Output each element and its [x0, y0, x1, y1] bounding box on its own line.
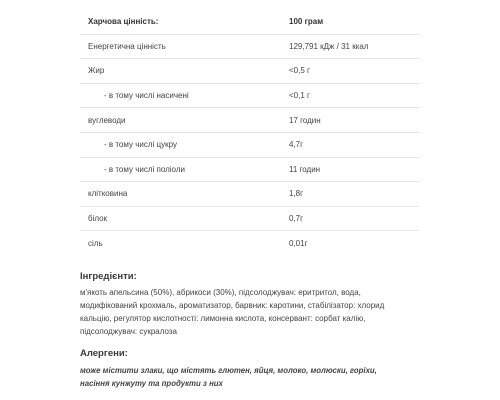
- nutrient-value: 1,8г: [289, 182, 419, 207]
- nutrient-value: 0,01г: [289, 231, 419, 255]
- nutrient-value: 11 годин: [289, 157, 419, 182]
- nutrient-value: <0,5 г: [289, 59, 419, 84]
- nutrient-value: <0,1 г: [289, 83, 419, 108]
- nutrient-label: - в тому числі поліоли: [80, 157, 289, 182]
- table-row: [80, 157, 419, 182]
- ingredients-text: [80, 286, 420, 338]
- table-row: [80, 83, 419, 108]
- table-row: [80, 231, 419, 255]
- nutrient-label: - в тому числі цукру: [80, 132, 289, 157]
- ingredients-line: модифікований крохмаль, ароматизатор, барвник: каротини, стабілізатор: хлорид: [80, 300, 385, 310]
- allergens-line: може містити злаки, що містять глютен, яйця, молоко, молюски, горіхи,: [80, 365, 377, 375]
- ingredients-title: Інгредієнти:: [80, 270, 137, 282]
- ingredients-line: підсолоджувач: сукралоза: [80, 326, 177, 336]
- table-row: [80, 108, 419, 133]
- nutrient-label: клітковина: [80, 182, 289, 207]
- allergens-text: [80, 364, 420, 390]
- table-row: [80, 34, 419, 59]
- nutrient-value: 129,791 кДж / 31 ккал: [289, 34, 419, 59]
- nutrition-header-value: 100 грам: [289, 17, 324, 27]
- nutrient-label: сіль: [80, 231, 289, 255]
- nutrient-value: 17 годин: [289, 108, 419, 133]
- ingredients-line: кальцію, регулятор кислотності: лимонна кислота, консервант: сорбат калію,: [80, 313, 366, 323]
- ingredients-line: м'якоть апельсина (50%), абрикоси (30%), підсолоджувач: еритритол, вода,: [80, 287, 361, 297]
- nutrition-table: [80, 10, 419, 255]
- nutrient-label: - в тому числі насичені: [80, 83, 289, 108]
- table-row: [80, 132, 419, 157]
- table-row: [80, 182, 419, 207]
- nutrition-header-label: Харчова цінність:: [88, 17, 159, 27]
- nutrition-header-row: [80, 10, 419, 34]
- nutrient-label: білок: [80, 206, 289, 231]
- nutrient-value: 0,7г: [289, 206, 419, 231]
- table-row: [80, 59, 419, 84]
- nutrient-label: Енергетична цінність: [80, 34, 289, 59]
- nutrient-value: 4,7г: [289, 132, 419, 157]
- nutrient-label: вуглеводи: [80, 108, 289, 133]
- nutrient-label: Жир: [80, 59, 289, 84]
- product-info: [80, 10, 420, 390]
- allergens-title: Алергени:: [80, 347, 128, 359]
- table-row: [80, 206, 419, 231]
- allergens-line: насіння кунжуту та продукти з них: [80, 378, 223, 388]
